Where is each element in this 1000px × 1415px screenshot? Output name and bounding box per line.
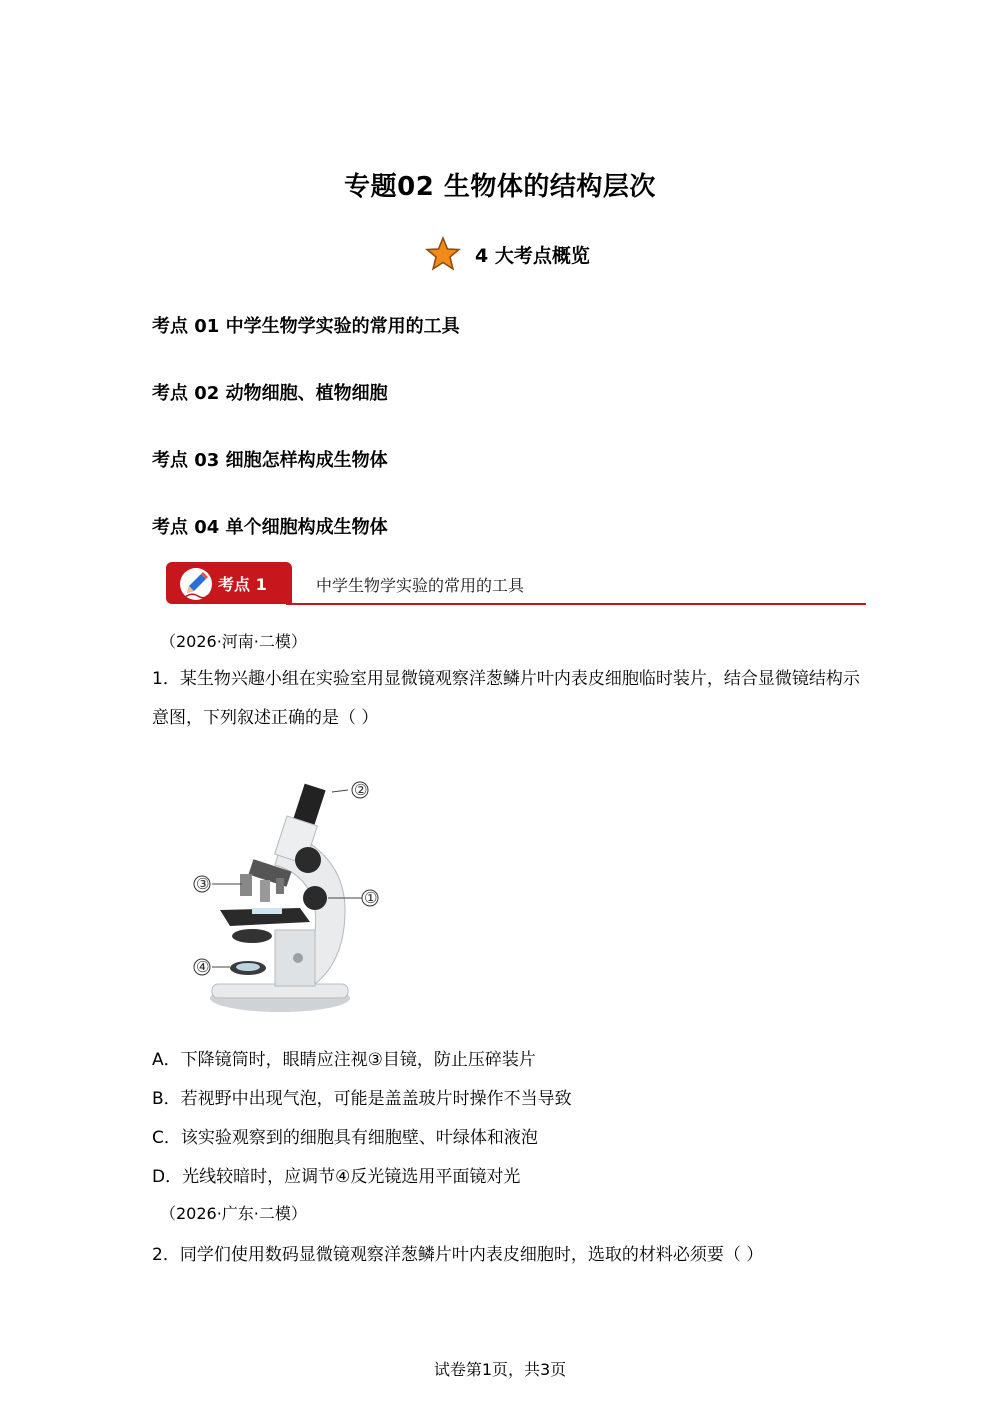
overview-heading: [425, 234, 590, 274]
section-divider: [286, 603, 866, 605]
star-icon: [425, 236, 461, 272]
option-a: A．下降镜筒时，眼睛应注视③目镜，防止压碎装片: [152, 1050, 536, 1070]
microscope-figure: [180, 770, 400, 1030]
option-b: B．若视野中出现气泡，可能是盖盖玻片时操作不当导致: [152, 1089, 572, 1109]
section-tab-label: 考点 1: [218, 575, 267, 594]
option-d: D．光线较暗时，应调节④反光镜选用平面镜对光: [152, 1167, 521, 1187]
document-title: 专题02 生物体的结构层次: [344, 172, 656, 202]
question-2-source: （2026·广东·二模）: [160, 1204, 307, 1223]
question-1-stem: 1．某生物兴趣小组在实验室用显微镜观察洋葱鳞片叶内表皮细胞临时装片，结合显微镜结构示意图，下列叙述正确的是（ ）: [152, 669, 860, 728]
question-1-source: （2026·河南·二模）: [160, 632, 307, 651]
overview-text: 4 大考点概览: [475, 244, 590, 267]
page-footer: 试卷第1页，共3页: [433, 1360, 567, 1379]
option-c: C．该实验观察到的细胞具有细胞壁、叶绿体和液泡: [152, 1128, 538, 1148]
point-item-2: 考点 02 动物细胞、植物细胞: [152, 383, 388, 404]
figure-label-4: ④: [196, 958, 210, 976]
pencil-icon: [178, 566, 214, 602]
point-item-1: 考点 01 中学生物学实验的常用的工具: [152, 316, 460, 337]
section-title: 中学生物学实验的常用的工具: [316, 576, 525, 595]
point-item-4: 考点 04 单个细胞构成生物体: [152, 517, 388, 538]
figure-label-3: ③: [196, 875, 210, 893]
point-item-3: 考点 03 细胞怎样构成生物体: [152, 450, 388, 471]
figure-label-2: ②: [354, 781, 368, 799]
section-banner: [166, 562, 866, 606]
figure-label-1: ①: [364, 889, 378, 907]
question-2-stem: 2．同学们使用数码显微镜观察洋葱鳞片叶内表皮细胞时，选取的材料必须要（ ）: [152, 1245, 764, 1265]
